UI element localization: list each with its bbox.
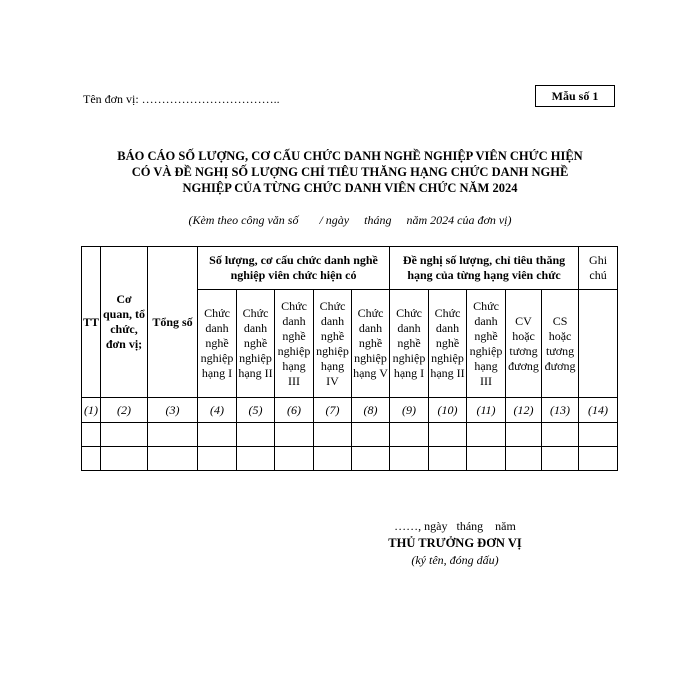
table-cell <box>390 423 429 447</box>
signature-title: THỦ TRƯỞNG ĐƠN VỊ <box>388 536 522 550</box>
table-cell <box>352 423 390 447</box>
col-number: (12) <box>506 398 542 423</box>
table-cell <box>148 447 198 471</box>
col-number: (5) <box>237 398 275 423</box>
header-total: Tổng số <box>148 247 198 398</box>
table-cell <box>82 447 101 471</box>
title-line-1: BÁO CÁO SỐ LƯỢNG, CƠ CẤU CHỨC DANH NGHỀ NGHIỆP VIÊN CHỨC HIỆN <box>117 149 583 163</box>
header-note-empty <box>579 290 618 398</box>
col-number: (4) <box>198 398 237 423</box>
table-cell <box>275 423 314 447</box>
header-current-rank-4: Chức danh nghề nghiệp hạng IV <box>314 290 352 398</box>
signature-note: (ký tên, đóng dấu) <box>411 553 499 567</box>
col-number: (14) <box>579 398 618 423</box>
table-cell <box>542 423 579 447</box>
header-note: Ghi chú <box>579 247 618 290</box>
col-number: (11) <box>467 398 506 423</box>
table-cell <box>198 447 237 471</box>
table-cell <box>198 423 237 447</box>
table-cell <box>579 447 618 471</box>
col-number: (13) <box>542 398 579 423</box>
table-row <box>82 423 618 447</box>
table-cell <box>237 447 275 471</box>
table-cell <box>148 423 198 447</box>
title-line-3: NGHIỆP CỦA TỪNG CHỨC DANH VIÊN CHỨC NĂM 2024 <box>182 181 518 195</box>
header-current-rank-3: Chức danh nghề nghiệp hạng III <box>275 290 314 398</box>
header-tt: TT <box>82 247 101 398</box>
table-cell <box>237 423 275 447</box>
table-cell <box>506 447 542 471</box>
unit-name-line: Tên đơn vị: …………………………….. <box>83 92 280 106</box>
table-cell <box>275 447 314 471</box>
signature-date-line: ……, ngày tháng năm <box>394 519 516 533</box>
col-number: (10) <box>429 398 467 423</box>
table-cell <box>314 423 352 447</box>
report-table <box>81 246 618 471</box>
header-current-rank-1: Chức danh nghề nghiệp hạng I <box>198 290 237 398</box>
header-proposed-rank-1: Chức danh nghề nghiệp hạng I <box>390 290 429 398</box>
col-number: (3) <box>148 398 198 423</box>
header-group-proposed: Đề nghị số lượng, chỉ tiêu thăng hạng của từng hạng viên chức <box>390 247 579 290</box>
header-proposed-rank-3: Chức danh nghề nghiệp hạng III <box>467 290 506 398</box>
table-cell <box>101 423 148 447</box>
table-cell <box>390 447 429 471</box>
header-organization: Cơ quan, tổ chức, đơn vị; <box>101 247 148 398</box>
table-cell <box>467 423 506 447</box>
table-cell <box>82 423 101 447</box>
report-subtitle: (Kèm theo công văn số / ngày tháng năm 2024 của đơn vị) <box>188 213 512 227</box>
header-proposed-rank-2: Chức danh nghề nghiệp hạng II <box>429 290 467 398</box>
table-cell <box>467 447 506 471</box>
table-cell <box>352 447 390 471</box>
col-number: (1) <box>82 398 101 423</box>
table-row <box>82 447 618 471</box>
header-proposed-cv: CV hoặc tương đương <box>506 290 542 398</box>
col-number: (7) <box>314 398 352 423</box>
table-cell <box>429 423 467 447</box>
table-cell <box>506 423 542 447</box>
table-cell <box>429 447 467 471</box>
title-line-2: CÓ VÀ ĐỀ NGHỊ SỐ LƯỢNG CHỈ TIÊU THĂNG HẠNG CHỨC DANH NGHỀ <box>131 165 569 179</box>
col-number: (9) <box>390 398 429 423</box>
col-number: (6) <box>275 398 314 423</box>
header-proposed-cs: CS hoặc tương đương <box>542 290 579 398</box>
header-current-rank-2: Chức danh nghề nghiệp hạng II <box>237 290 275 398</box>
column-number-row <box>82 398 618 423</box>
table-cell <box>542 447 579 471</box>
header-current-rank-5: Chức danh nghề nghiệp hạng V <box>352 290 390 398</box>
signature-block <box>360 518 550 569</box>
report-title <box>80 148 620 196</box>
col-number: (2) <box>101 398 148 423</box>
table-cell <box>579 423 618 447</box>
col-number: (8) <box>352 398 390 423</box>
table-cell <box>314 447 352 471</box>
form-number-box: Mẫu số 1 <box>535 85 615 107</box>
table-cell <box>101 447 148 471</box>
header-group-current: Số lượng, cơ cấu chức danh nghề nghiệp viên chức hiện có <box>198 247 390 290</box>
